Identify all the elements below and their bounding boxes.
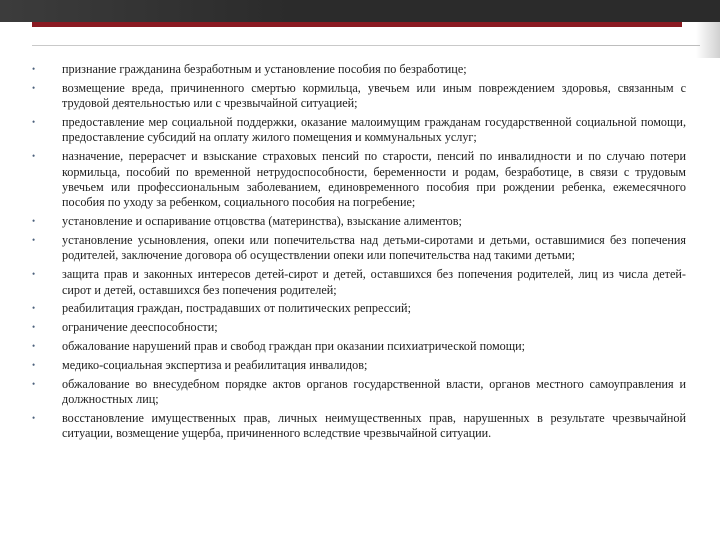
list-item-text: обжалование нарушений прав и свобод граждан при оказании психиатрической помощи; xyxy=(62,339,526,354)
list-item xyxy=(24,339,686,354)
bullet-icon: • xyxy=(32,341,36,352)
list-item xyxy=(24,62,686,77)
bullet-icon: • xyxy=(32,216,36,227)
list-item-text: установление усыновления, опеки или попечительства над детьми-сиротами и детьми, оставшимися без попечения родителей, заключение договора об осуществлении опеки или попечительства над такими детьми; xyxy=(62,233,686,263)
list-item xyxy=(24,233,686,264)
list-item-text: медико-социальная экспертиза и реабилитация инвалидов; xyxy=(62,357,368,372)
list-item-text: установление и оспаривание отцовства (материнства), взыскание алиментов; xyxy=(62,214,462,229)
bullet-icon: • xyxy=(32,269,36,280)
bullet-icon: • xyxy=(32,378,36,389)
bullet-icon: • xyxy=(32,322,36,333)
header-bar xyxy=(0,0,720,22)
bullet-icon: • xyxy=(32,359,36,370)
list-item xyxy=(24,115,686,146)
list-item xyxy=(24,214,686,229)
bullet-icon: • xyxy=(32,235,36,246)
list-item-text: предоставление мер социальной поддержки, оказание малоимущим гражданам государственной социальной помощи, предоставление субсидий на оплату жилого помещения и коммунальных услуг; xyxy=(62,115,686,145)
bullet-icon: • xyxy=(32,117,36,127)
list-item xyxy=(24,377,686,408)
page-curl-shadow xyxy=(696,22,720,58)
list-item-text: восстановление имущественных прав, личных неимущественных прав, нарушенных в результате чрезвычайной ситуации, возмещение ущерба, причиненного вследствие чрезвычайной ситуации. xyxy=(62,410,686,441)
list-item-text: ограничение дееспособности; xyxy=(62,320,218,335)
bullet-icon: • xyxy=(32,151,36,162)
list-item-text: назначение, перерасчет и взыскание страховых пенсий по старости, пенсий по инвалидности и по случаю потери кормильца, пособий по временной нетрудоспособности, беременности и родам, безработице, в связи с трудовым увечьем или профессиональным заболеванием, единовременного пособия при рождении ребенка, ежемесячного пособия по уходу за ребенком, социального пособия на погребение; xyxy=(62,149,686,210)
list-item xyxy=(24,81,686,112)
slide-content xyxy=(24,62,686,445)
bullet-list xyxy=(24,62,686,442)
bullet-icon: • xyxy=(32,303,36,314)
list-item xyxy=(24,411,686,442)
list-item-text: реабилитация граждан, пострадавших от политических репрессий; xyxy=(62,301,411,316)
list-item xyxy=(24,320,686,335)
list-item xyxy=(24,149,686,211)
list-item xyxy=(24,267,686,298)
bullet-icon: • xyxy=(32,82,36,93)
list-item-text: защита прав и законных интересов детей-сирот и детей, оставшихся без попечения родителей, лиц из числа детей-сирот и детей, оставшихся без попечения родителей; xyxy=(62,267,686,297)
list-item xyxy=(24,301,686,316)
divider-line-right xyxy=(580,45,700,46)
accent-stripe xyxy=(32,22,682,27)
list-item-text: признание гражданина безработным и установление пособия по безработице; xyxy=(62,62,467,76)
list-item-text: обжалование во внесудебном порядке актов органов государственной власти, органов местного самоуправления и должностных лиц; xyxy=(62,376,686,407)
list-item xyxy=(24,358,686,373)
bullet-icon: • xyxy=(32,64,36,74)
list-item-text: возмещение вреда, причиненного смертью кормильца, увечьем или иным повреждением здоровья, связанным с трудовой деятельностью или с чрезвычайной ситуацией; xyxy=(62,80,686,111)
bullet-icon: • xyxy=(32,412,36,423)
